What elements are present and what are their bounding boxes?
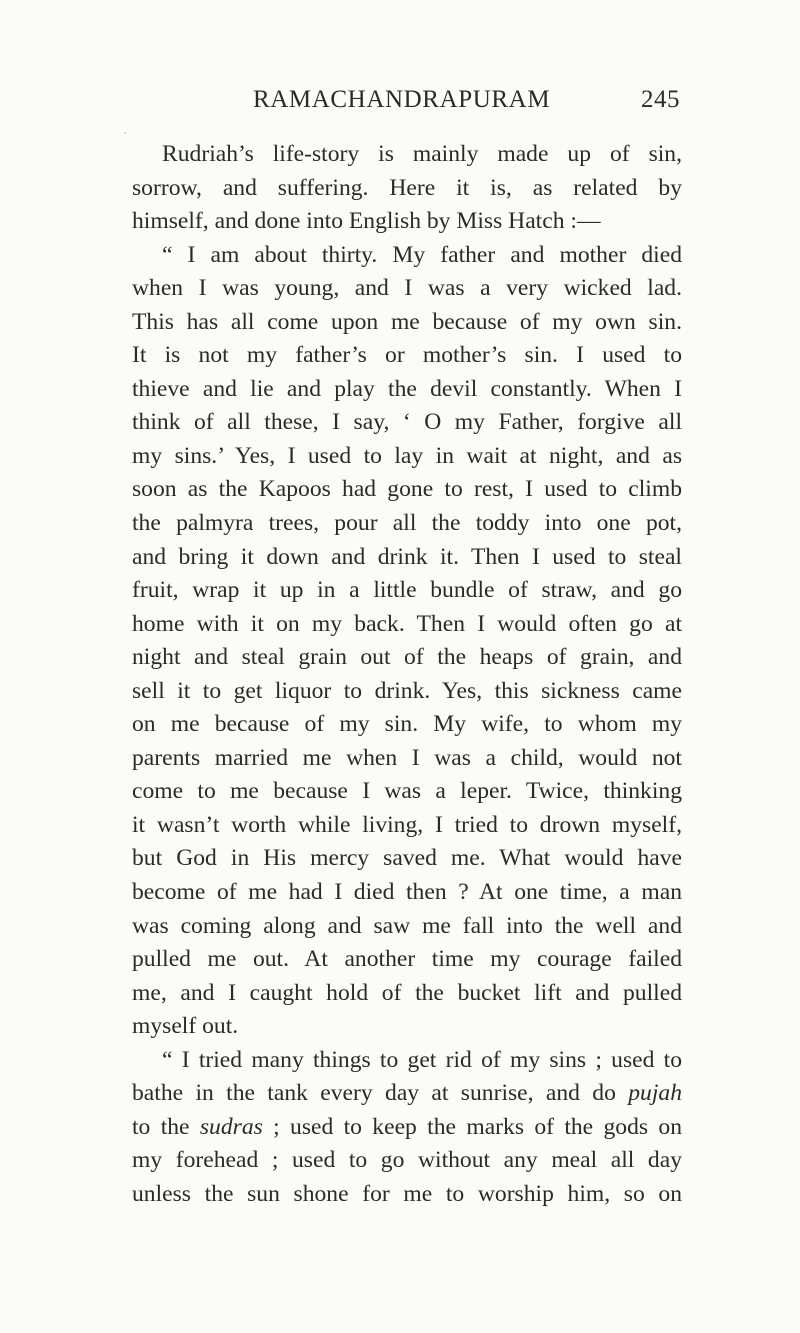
text-line: but God in His mercy saved me. What would have [132,845,682,872]
text-line: soon as the Kapoos had gone to rest, I used to climb [132,476,682,503]
text-line: to the sudras ; used to keep the marks of the gods on [132,1113,682,1140]
running-head [253,86,680,114]
text-line: become of me had I died then ? At one time, a man [132,879,682,906]
text-line: my forehead ; used to go without any meal all day [132,1147,682,1174]
text-line: the palmyra trees, pour all the toddy into one pot, [132,510,682,537]
text-line: me, and I caught hold of the bucket lift and pulled [132,979,682,1006]
text-line: was coming along and saw me fall into the well and [132,912,682,939]
text-line: It is not my father’s or mother’s sin. I used to [132,342,682,369]
body-text [132,138,682,1212]
text-line: on me because of my sin. My wife, to whom my [132,711,682,738]
text-line: night and steal grain out of the heaps of grain, and [132,644,682,671]
text-line: when I was young, and I was a very wicked lad. [132,275,682,302]
text-line: “ I am about thirty. My father and mother died [162,241,682,268]
text-line: and bring it down and drink it. Then I used to steal [132,543,682,570]
text-line: himself, and done into English by Miss Hatch :— [132,208,601,235]
text-line: pulled me out. At another time my courage failed [132,946,682,973]
text-line: parents married me when I was a child, would not [132,744,682,771]
text-line: myself out. [132,1013,239,1040]
margin-mark: ⸱ [124,128,127,138]
text-line: This has all come upon me because of my own sin. [132,308,682,335]
text-line: “ I tried many things to get rid of my sins ; used to [162,1046,682,1073]
text-line: home with it on my back. Then I would often go at [132,610,682,637]
text-line: unless the sun shone for me to worship him, so on [132,1180,682,1207]
page-number: 245 [641,86,680,113]
text-line: think of all these, I say, ‘ O my Father, forgive all [132,409,682,436]
text-line: thieve and lie and play the devil constantly. When I [132,375,682,402]
text-line: bathe in the tank every day at sunrise, and do pujah [132,1080,682,1107]
italic-term: pujah [628,1080,682,1107]
italic-term: sudras [199,1113,263,1140]
text-line: Rudriah’s life-story is mainly made up of sin, [162,141,682,167]
text-line: sell it to get liquor to drink. Yes, this sickness came [132,677,682,704]
text-line: come to me because I was a leper. Twice, thinking [132,778,682,805]
text-line: fruit, wrap it up in a little bundle of straw, and go [132,577,682,604]
text-line: my sins.’ Yes, I used to lay in wait at night, and as [132,442,682,469]
text-line: sorrow, and suffering. Here it is, as related by [132,174,682,201]
running-title: RAMACHANDRAPURAM [253,86,551,113]
text-line: it wasn’t worth while living, I tried to drown myself, [132,811,682,838]
